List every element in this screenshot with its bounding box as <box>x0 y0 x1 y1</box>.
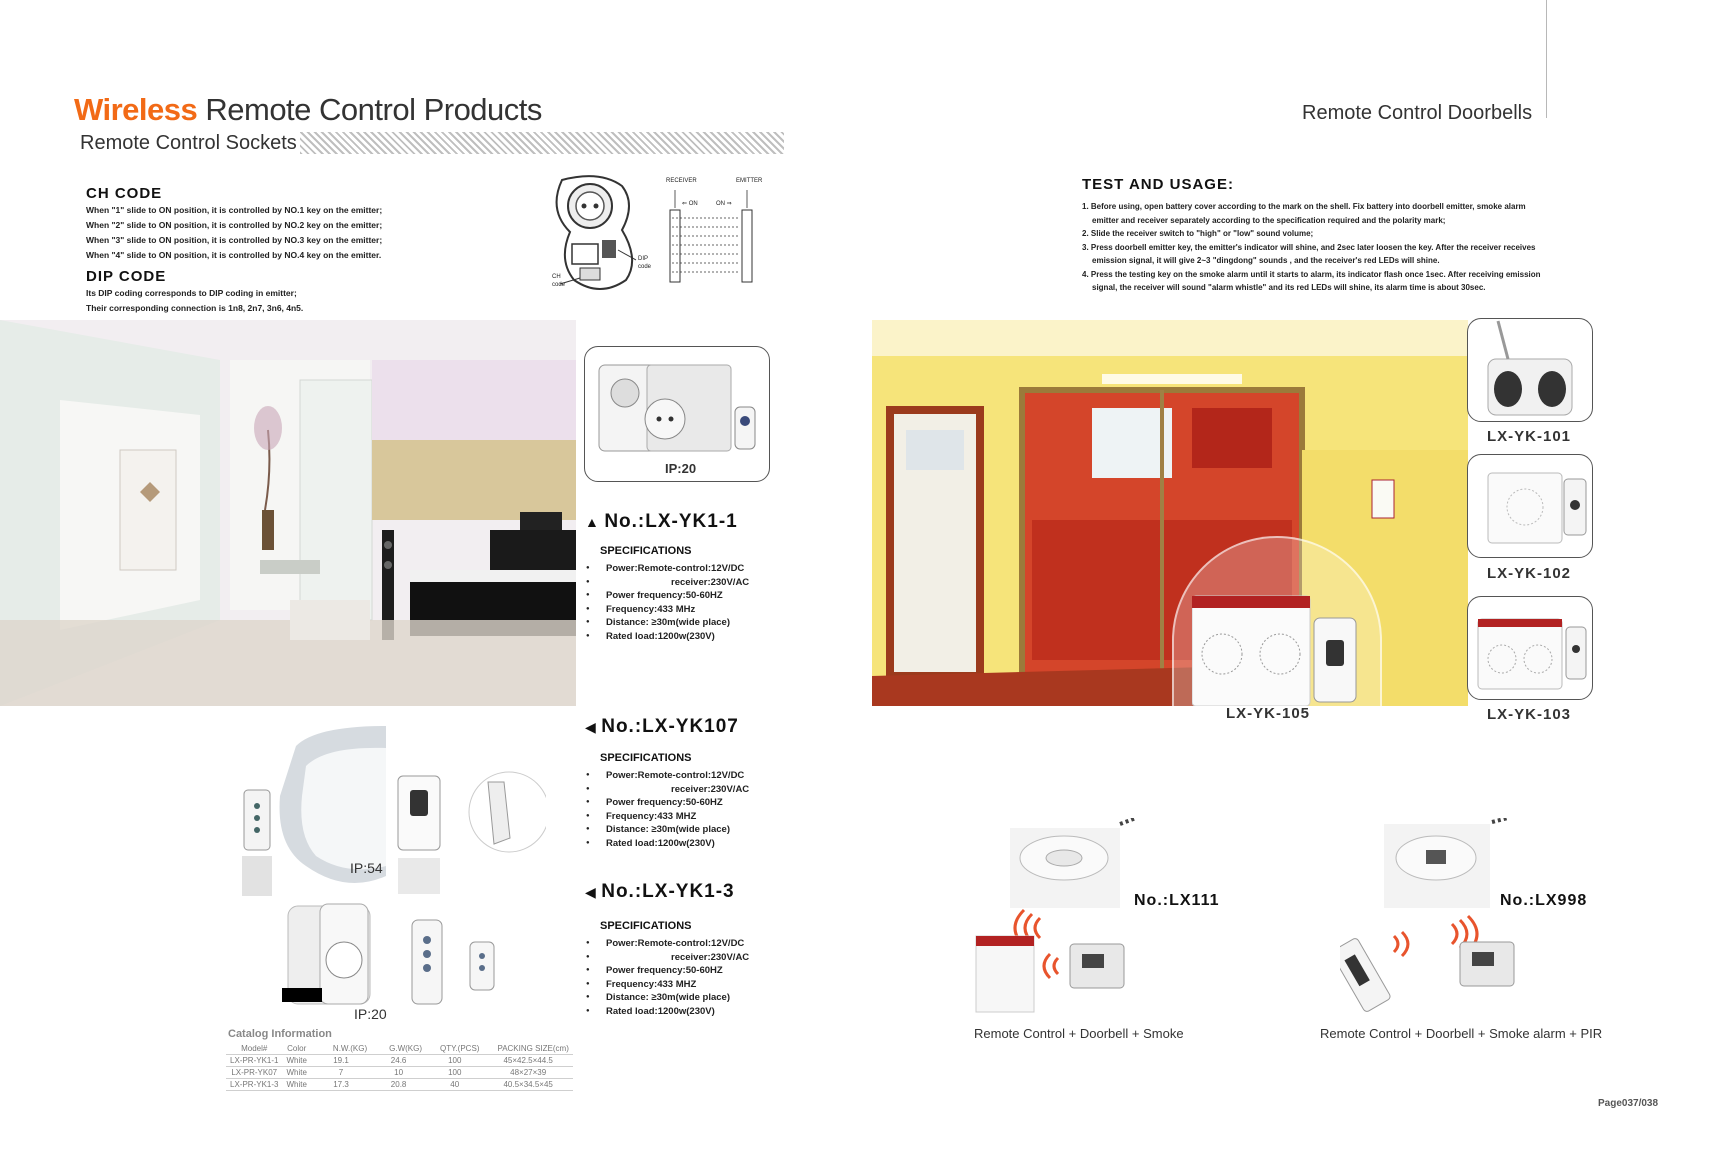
doorbell-thumb-101 <box>1467 318 1593 422</box>
spec-item: ● receiver:230V/AC <box>586 783 749 797</box>
usage-line: 1. Before using, open battery cover according to the mark on the shell. Fix battery into doorbell emitter, smoke alarm <box>1082 202 1526 211</box>
usage-line: emitter and receiver separately according to the specification required and the polarity mark; <box>1092 215 1446 225</box>
table-cell: 10 <box>371 1067 426 1079</box>
dip-diagram-svg <box>540 172 770 300</box>
spec-title: SPECIFICATIONS <box>600 545 692 557</box>
spec-item: ● Power frequency:50-60HZ <box>586 964 749 978</box>
diagram-on-right: ON ⇒ <box>716 201 732 207</box>
combo-caption: Remote Control + Doorbell + Smoke alarm + PIR <box>1320 1026 1603 1041</box>
product-image-yk107 <box>236 726 546 898</box>
table-row <box>226 1055 573 1067</box>
right-page-title: Remote Control Doorbells <box>1302 102 1533 124</box>
doorbell-102-art <box>1468 455 1592 557</box>
combo-caption: Remote Control + Doorbell + Smoke <box>974 1026 1184 1041</box>
hatch-divider <box>300 132 784 154</box>
title-rest: Remote Control Products <box>197 92 542 127</box>
table-cell: 40 <box>426 1079 483 1091</box>
spec-list <box>586 562 749 643</box>
doorbell-model-label: LX-YK-101 <box>1487 428 1572 445</box>
dip-diagram <box>540 172 770 300</box>
product-image-yk1-1 <box>584 346 770 482</box>
doorbell-101-art <box>1468 319 1592 421</box>
ch-line: When "1" slide to ON position, it is controlled by NO.1 key on the emitter; <box>86 205 383 215</box>
usage-line: 2. Slide the receiver switch to "high" or "low" sound volume; <box>1082 229 1314 238</box>
test-usage-text <box>1082 200 1541 295</box>
product-head-yk1-1 <box>585 511 738 533</box>
table-cell: LX-PR-YK1-3 <box>226 1079 282 1091</box>
spec-item: ● Power:Remote-control:12V/DC <box>586 769 749 783</box>
diagram-dip-code-label: code <box>638 264 652 270</box>
yk1-3-illustration <box>280 896 520 1008</box>
table-cell: 40.5×34.5×45 <box>483 1079 572 1091</box>
spec-item: ● Power frequency:50-60HZ <box>586 589 749 603</box>
product-head-yk107 <box>585 716 739 738</box>
spec-list <box>586 769 749 850</box>
doorbell-thumb-103 <box>1467 596 1593 700</box>
catalog-header-cell: Color <box>282 1043 310 1055</box>
table-row <box>226 1079 573 1091</box>
spec-item: ● Frequency:433 MHZ <box>586 978 749 992</box>
table-cell: 24.6 <box>371 1055 426 1067</box>
doorbell-model-label: LX-YK-103 <box>1487 706 1572 723</box>
usage-line: 4. Press the testing key on the smoke alarm until it starts to alarm, its indicator flash once 1sec. After receiving emission <box>1082 269 1541 279</box>
spec-item: ● Rated load:1200w(230V) <box>586 1005 749 1019</box>
catalog-header-cell: PACKING SIZE(cm) <box>483 1043 572 1055</box>
doorbell-model-label: LX-YK-102 <box>1487 565 1572 582</box>
table-cell: 48×27×39 <box>483 1067 572 1079</box>
combo-label: No.:LX998 <box>1500 892 1588 909</box>
dip-code-title: DIP CODE <box>86 268 167 285</box>
ch-code-text <box>86 203 382 263</box>
table-cell: 100 <box>426 1055 483 1067</box>
usage-line: 3. Press doorbell emitter key, the emitter's indicator will shine, and 2sec later loosen the key. After the receiver receives <box>1082 242 1536 252</box>
kitchen-photo <box>872 320 1468 706</box>
spec-item: ● Distance: ≥30m(wide place) <box>586 991 749 1005</box>
hallway-photo-art <box>0 320 576 706</box>
spec-item: ● Distance: ≥30m(wide place) <box>586 616 749 630</box>
combo-lx111 <box>966 818 1226 1018</box>
product-number: No.:LX-YK107 <box>601 716 739 737</box>
usage-line: emission signal, it will give 2~3 "dingdong" sounds , and the receiver's red LEDs will shine. <box>1092 256 1440 265</box>
title-highlight: Wireless <box>74 92 198 127</box>
spec-item: ● Rated load:1200w(230V) <box>586 630 749 644</box>
page-number: Page037/038 <box>1598 1098 1659 1109</box>
dip-line: Its DIP coding corresponds to DIP coding in emitter; <box>86 288 297 298</box>
table-cell: White <box>282 1079 310 1091</box>
combo-lx998 <box>1340 818 1588 1018</box>
diagram-dip-label: DIP <box>638 256 649 262</box>
spec-list <box>586 937 749 1018</box>
ch-code-title: CH CODE <box>86 185 163 202</box>
usage-line: signal, the receiver will sound "alarm whistle" and its red LEDs will shine, its alarm time is about 30sec. <box>1092 283 1486 292</box>
product-head-yk1-3 <box>585 881 735 903</box>
hallway-photo <box>0 320 576 706</box>
spec-item: ● Power frequency:50-60HZ <box>586 796 749 810</box>
table-cell: 45×42.5×44.5 <box>483 1055 572 1067</box>
ch-line: When "2" slide to ON position, it is controlled by NO.2 key on the emitter; <box>86 220 383 230</box>
doorbell-closeup <box>1192 588 1364 706</box>
catalog-header-cell: Model# <box>226 1043 282 1055</box>
table-cell: 20.8 <box>371 1079 426 1091</box>
ip-rating: IP:54 <box>350 860 383 876</box>
ch-line: When "3" slide to ON position, it is controlled by NO.3 key on the emitter; <box>86 235 383 245</box>
table-row <box>226 1067 573 1079</box>
diagram-receiver-label: RECEIVER <box>666 178 697 184</box>
table-cell: LX-PR-YK1-1 <box>226 1055 282 1067</box>
diagram-ch-code-label: code <box>552 282 566 288</box>
table-cell: White <box>282 1067 310 1079</box>
table-cell: LX-PR-YK07 <box>226 1067 282 1079</box>
ip-rating: IP:20 <box>354 1006 387 1022</box>
doorbell-thumb-102 <box>1467 454 1593 558</box>
spec-item: ● Distance: ≥30m(wide place) <box>586 823 749 837</box>
spec-item: ● Frequency:433 MHz <box>586 603 749 617</box>
dip-line: Their corresponding connection is 1n8, 2n7, 3n6, 4n5. <box>86 303 304 313</box>
spec-item: ● Power:Remote-control:12V/DC <box>586 937 749 951</box>
spec-item: ● Power:Remote-control:12V/DC <box>586 562 749 576</box>
diagram-ch-label: CH <box>552 274 561 280</box>
triangle-up-icon: ▲ <box>585 514 600 530</box>
table-cell: White <box>282 1055 310 1067</box>
table-cell: 100 <box>426 1067 483 1079</box>
catalog-title: Catalog Information <box>228 1028 332 1040</box>
test-usage-title: TEST AND USAGE: <box>1082 176 1234 193</box>
table-cell: 17.3 <box>311 1079 371 1091</box>
catalog-table <box>226 1043 573 1091</box>
ip-rating: IP:20 <box>665 461 697 476</box>
triangle-left-icon: ◀ <box>585 884 597 900</box>
catalog-header-cell: N.W.(KG) <box>311 1043 371 1055</box>
ch-line: When "4" slide to ON position, it is controlled by NO.4 key on the emitter. <box>86 250 382 260</box>
section-subtitle: Remote Control Sockets <box>80 132 297 154</box>
catalog-header-row <box>226 1043 573 1055</box>
catalog-header-cell: QTY.(PCS) <box>426 1043 483 1055</box>
triangle-left-icon: ◀ <box>585 719 597 735</box>
catalog-header-cell: G.W(KG) <box>371 1043 426 1055</box>
combo-label: No.:LX111 <box>1134 892 1220 909</box>
table-cell: 19.1 <box>311 1055 371 1067</box>
spec-item: ● Frequency:433 MHZ <box>586 810 749 824</box>
diagram-emitter-label: EMITTER <box>736 178 763 184</box>
combo-lx111-art <box>966 818 1226 1018</box>
spec-title: SPECIFICATIONS <box>600 752 692 764</box>
spec-item: ● Rated load:1200w(230V) <box>586 837 749 851</box>
yk107-illustration <box>236 726 546 898</box>
combo-lx998-art <box>1340 818 1580 1018</box>
diagram-on-left: ⇐ ON <box>682 201 698 207</box>
product-image-yk1-3 <box>280 896 520 1030</box>
doorbell-103-art <box>1468 597 1592 699</box>
spec-item: ● receiver:230V/AC <box>586 951 749 965</box>
dip-code-text <box>86 286 303 316</box>
page-divider-line <box>1546 0 1547 118</box>
socket-illustration <box>585 347 769 457</box>
spec-item: ● receiver:230V/AC <box>586 576 749 590</box>
product-number: No.:LX-YK1-3 <box>601 881 735 902</box>
main-doorbell-model: LX-YK-105 <box>1226 705 1311 722</box>
table-cell: 7 <box>311 1067 371 1079</box>
product-number: No.:LX-YK1-1 <box>604 511 738 532</box>
page-title <box>74 92 542 128</box>
spec-title: SPECIFICATIONS <box>600 920 692 932</box>
